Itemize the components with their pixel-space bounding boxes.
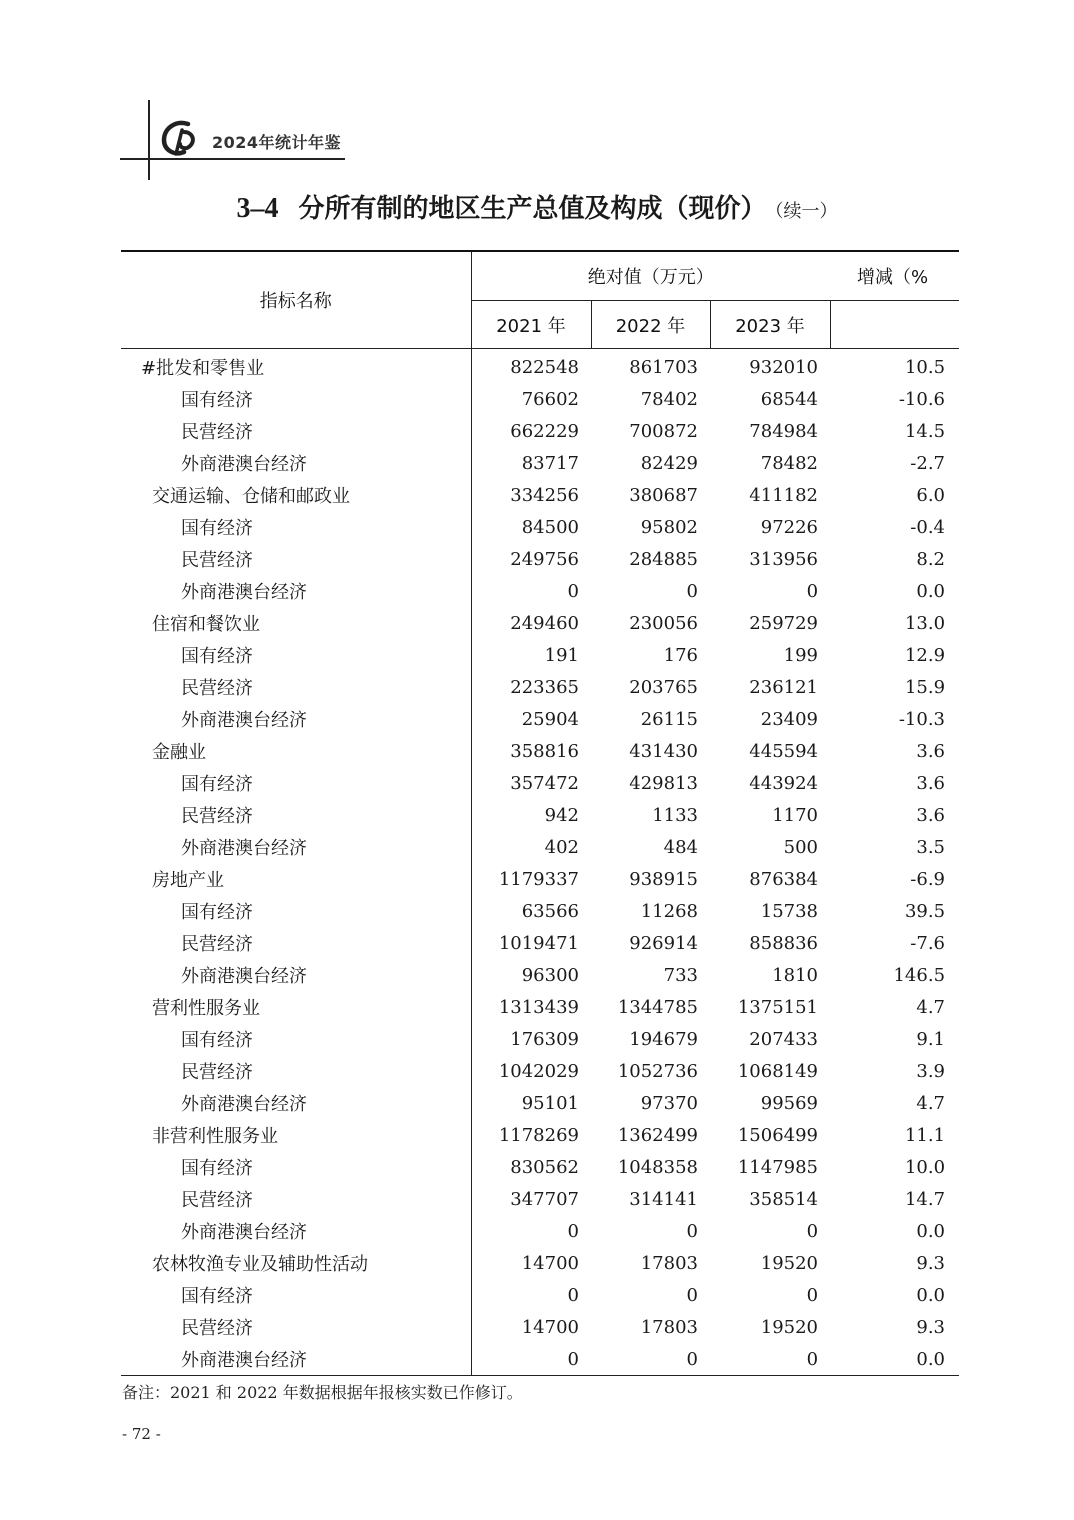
header-indicator-name: 指标名称 (121, 251, 471, 349)
value-2021: 1178269 (498, 1124, 579, 1146)
value-2023: 313956 (749, 548, 819, 570)
table-row (121, 543, 959, 575)
change-pct: 9.3 (916, 1252, 946, 1274)
table-row (121, 767, 959, 799)
change-pct: 146.5 (893, 964, 946, 986)
value-2022: 0 (686, 1348, 698, 1370)
header-absolute-value: 绝对值（万元） (471, 251, 830, 301)
row-indicator-name: 金融业 (121, 735, 471, 767)
value-2023: 411182 (749, 484, 819, 506)
value-2023: 0 (806, 1284, 819, 1306)
value-2022: 82429 (640, 452, 698, 474)
value-2021: 83717 (521, 452, 579, 474)
change-pct: 4.7 (916, 996, 946, 1018)
change-pct: -6.9 (910, 868, 946, 890)
value-2021: 402 (544, 836, 579, 858)
value-2023: 0 (806, 1348, 819, 1370)
table-row (121, 863, 959, 895)
value-2021: 347707 (510, 1188, 579, 1210)
value-2023: 1147985 (737, 1156, 819, 1178)
yearbook-title: 2024年统计年鉴 (212, 133, 342, 152)
value-2021: 0 (567, 1220, 579, 1242)
row-indicator-name: 外商港澳台经济 (121, 959, 471, 991)
value-2023: 445594 (749, 740, 819, 762)
value-2023: 443924 (749, 772, 819, 794)
change-pct: 6.0 (916, 484, 946, 506)
value-2023: 784984 (749, 420, 819, 442)
page-header (120, 100, 350, 180)
row-indicator-name: 国有经济 (121, 767, 471, 799)
value-2022: 17803 (640, 1316, 698, 1338)
table-row (121, 415, 959, 447)
table-title (0, 188, 1074, 225)
change-pct: -2.7 (910, 452, 946, 474)
value-2021: 249460 (510, 612, 579, 634)
value-2023: 97226 (760, 516, 819, 538)
value-2023: 858836 (749, 932, 819, 954)
change-pct: 0.0 (916, 1284, 946, 1306)
value-2022: 429813 (629, 772, 698, 794)
table-row (121, 511, 959, 543)
value-2022: 380687 (629, 484, 698, 506)
change-pct: 0.0 (916, 1348, 946, 1370)
row-indicator-name: 外商港澳台经济 (121, 1087, 471, 1119)
value-2022: 26115 (640, 708, 698, 730)
table-row (121, 927, 959, 959)
table-row (121, 447, 959, 479)
value-2021: 176309 (510, 1028, 579, 1050)
value-2022: 1362499 (617, 1124, 698, 1146)
value-2021: 25904 (521, 708, 579, 730)
table-row (121, 383, 959, 415)
table-note: 备注：2021 和 2022 年数据根据年报核实数已作修订。 (122, 1383, 523, 1402)
value-2023: 23409 (760, 708, 819, 730)
value-2022: 431430 (629, 740, 698, 762)
change-pct: -10.3 (898, 708, 946, 730)
table-row (121, 1119, 959, 1151)
table-body (121, 349, 959, 1376)
value-2023: 207433 (749, 1028, 819, 1050)
value-2023: 68544 (760, 388, 819, 410)
header-year-2022: 2022 年 (591, 301, 710, 349)
row-indicator-name: 国有经济 (121, 383, 471, 415)
value-2022: 11268 (640, 900, 698, 922)
table-main-title: 分所有制的地区生产总值及构成（现价） (298, 194, 767, 224)
table-row (121, 1343, 959, 1376)
row-indicator-name: 非营利性服务业 (121, 1119, 471, 1151)
row-indicator-name: 民营经济 (121, 799, 471, 831)
change-pct: 3.9 (916, 1060, 946, 1082)
value-2021: 76602 (521, 388, 579, 410)
value-2023: 78482 (760, 452, 819, 474)
value-2021: 334256 (510, 484, 579, 506)
row-indicator-name: 国有经济 (121, 511, 471, 543)
change-pct: 9.1 (916, 1028, 946, 1050)
value-2023: 236121 (749, 676, 819, 698)
row-indicator-name: 国有经济 (121, 895, 471, 927)
value-2021: 223365 (510, 676, 579, 698)
value-2023: 15738 (760, 900, 819, 922)
value-2022: 0 (686, 1220, 698, 1242)
change-pct: 8.2 (916, 548, 946, 570)
row-indicator-name: 房地产业 (121, 863, 471, 895)
value-2022: 194679 (629, 1028, 698, 1050)
value-2022: 1133 (652, 804, 698, 826)
table-row (121, 1215, 959, 1247)
change-pct: -10.6 (898, 388, 946, 410)
change-pct: 9.3 (916, 1316, 946, 1338)
row-indicator-name: 民营经济 (121, 415, 471, 447)
table-row (121, 607, 959, 639)
value-2021: 95101 (521, 1092, 579, 1114)
change-pct: 4.7 (916, 1092, 946, 1114)
value-2021: 96300 (521, 964, 579, 986)
value-2022: 95802 (640, 516, 698, 538)
table-row (121, 349, 959, 384)
row-indicator-name: 民营经济 (121, 1183, 471, 1215)
value-2021: 662229 (510, 420, 579, 442)
change-pct: 3.6 (916, 772, 946, 794)
value-2022: 733 (663, 964, 698, 986)
row-indicator-name: 民营经济 (121, 927, 471, 959)
value-2022: 861703 (629, 356, 698, 378)
value-2021: 1179337 (498, 868, 579, 890)
change-pct: 10.0 (904, 1156, 946, 1178)
gdp-table (121, 250, 959, 1376)
table-row (121, 1279, 959, 1311)
row-indicator-name: 住宿和餐饮业 (121, 607, 471, 639)
value-2022: 938915 (629, 868, 698, 890)
row-indicator-name: 外商港澳台经济 (121, 831, 471, 863)
value-2023: 99569 (760, 1092, 819, 1114)
row-indicator-name: 民营经济 (121, 1055, 471, 1087)
row-indicator-name: 国有经济 (121, 1151, 471, 1183)
table-row (121, 799, 959, 831)
table-row (121, 1183, 959, 1215)
change-pct: 13.0 (904, 612, 946, 634)
change-pct: 14.7 (904, 1188, 946, 1210)
value-2023: 0 (806, 1220, 819, 1242)
row-indicator-name: 外商港澳台经济 (121, 447, 471, 479)
table-row (121, 735, 959, 767)
value-2021: 14700 (521, 1316, 579, 1338)
value-2021: 14700 (521, 1252, 579, 1274)
continuation-label: （续一） (774, 201, 838, 222)
value-2022: 176 (663, 644, 698, 666)
value-2023: 19520 (760, 1316, 819, 1338)
table-row (121, 1151, 959, 1183)
table-number: 3–4 (236, 193, 279, 224)
yearbook-logo-icon (158, 118, 202, 158)
table-row (121, 479, 959, 511)
value-2022: 484 (663, 836, 698, 858)
change-pct: 3.6 (916, 804, 946, 826)
change-pct: 11.1 (904, 1124, 946, 1146)
row-indicator-name: 外商港澳台经济 (121, 1215, 471, 1247)
value-2021: 249756 (510, 548, 579, 570)
value-2022: 1052736 (617, 1060, 698, 1082)
change-pct: -0.4 (910, 516, 946, 538)
value-2023: 259729 (749, 612, 819, 634)
value-2021: 357472 (510, 772, 579, 794)
value-2022: 230056 (629, 612, 698, 634)
value-2023: 358514 (749, 1188, 819, 1210)
value-2021: 942 (544, 804, 579, 826)
change-pct: -7.6 (910, 932, 946, 954)
row-indicator-name: 民营经济 (121, 543, 471, 575)
change-pct: 39.5 (904, 900, 946, 922)
value-2022: 1048358 (617, 1156, 698, 1178)
change-pct: 3.5 (916, 836, 946, 858)
value-2021: 830562 (510, 1156, 579, 1178)
header-change-pct: 增减（% (830, 251, 959, 301)
value-2023: 199 (783, 644, 819, 666)
header-horizontal-rule (120, 158, 345, 160)
value-2021: 191 (544, 644, 579, 666)
table-row (121, 639, 959, 671)
change-pct: 15.9 (904, 676, 946, 698)
value-2023: 1810 (772, 964, 819, 986)
row-indicator-name: 交通运输、仓储和邮政业 (121, 479, 471, 511)
value-2022: 97370 (640, 1092, 698, 1114)
row-indicator-name: 外商港澳台经济 (121, 1343, 471, 1376)
change-pct: 10.5 (904, 356, 946, 378)
value-2021: 822548 (510, 356, 579, 378)
change-pct: 12.9 (904, 644, 946, 666)
row-indicator-name: 外商港澳台经济 (121, 575, 471, 607)
value-2022: 926914 (629, 932, 698, 954)
header-vertical-rule (148, 100, 150, 180)
row-indicator-name: 外商港澳台经济 (121, 703, 471, 735)
table-row (121, 1247, 959, 1279)
change-pct: 3.6 (916, 740, 946, 762)
value-2021: 1019471 (498, 932, 579, 954)
value-2022: 314141 (629, 1188, 698, 1210)
value-2021: 0 (567, 1348, 579, 1370)
value-2023: 500 (783, 836, 819, 858)
table-row (121, 703, 959, 735)
table-row (121, 831, 959, 863)
table-row (121, 991, 959, 1023)
row-indicator-name: 国有经济 (121, 1023, 471, 1055)
table-row (121, 671, 959, 703)
header-change-blank (830, 301, 959, 349)
row-indicator-name: 民营经济 (121, 1311, 471, 1343)
row-indicator-name: 民营经济 (121, 671, 471, 703)
table-row (121, 895, 959, 927)
page-number: - 72 - (122, 1425, 161, 1443)
table-row (121, 1023, 959, 1055)
value-2021: 1313439 (498, 996, 579, 1018)
value-2021: 0 (567, 1284, 579, 1306)
table-row (121, 1311, 959, 1343)
value-2021: 63566 (521, 900, 579, 922)
change-pct: 0.0 (916, 580, 946, 602)
table-row (121, 575, 959, 607)
header-year-2023: 2023 年 (710, 301, 830, 349)
row-indicator-name: #批发和零售业 (121, 349, 471, 384)
value-2023: 932010 (749, 356, 819, 378)
row-indicator-name: 国有经济 (121, 639, 471, 671)
value-2021: 84500 (521, 516, 579, 538)
row-indicator-name: 营利性服务业 (121, 991, 471, 1023)
row-indicator-name: 农林牧渔专业及辅助性活动 (121, 1247, 471, 1279)
value-2022: 17803 (640, 1252, 698, 1274)
value-2023: 1068149 (737, 1060, 819, 1082)
value-2023: 19520 (760, 1252, 819, 1274)
value-2022: 700872 (629, 420, 698, 442)
table-row (121, 959, 959, 991)
value-2023: 876384 (749, 868, 819, 890)
value-2023: 1170 (772, 804, 819, 826)
table-row (121, 1055, 959, 1087)
value-2023: 0 (806, 580, 819, 602)
change-pct: 0.0 (916, 1220, 946, 1242)
value-2022: 78402 (640, 388, 698, 410)
value-2022: 0 (686, 580, 698, 602)
value-2023: 1506499 (737, 1124, 819, 1146)
value-2023: 1375151 (737, 996, 819, 1018)
value-2022: 1344785 (617, 996, 698, 1018)
value-2022: 0 (686, 1284, 698, 1306)
row-indicator-name: 国有经济 (121, 1279, 471, 1311)
change-pct: 14.5 (904, 420, 946, 442)
value-2021: 1042029 (498, 1060, 579, 1082)
table-row (121, 1087, 959, 1119)
header-year-2021: 2021 年 (471, 301, 591, 349)
value-2021: 0 (567, 580, 579, 602)
value-2021: 358816 (510, 740, 579, 762)
value-2022: 203765 (629, 676, 698, 698)
value-2022: 284885 (629, 548, 698, 570)
